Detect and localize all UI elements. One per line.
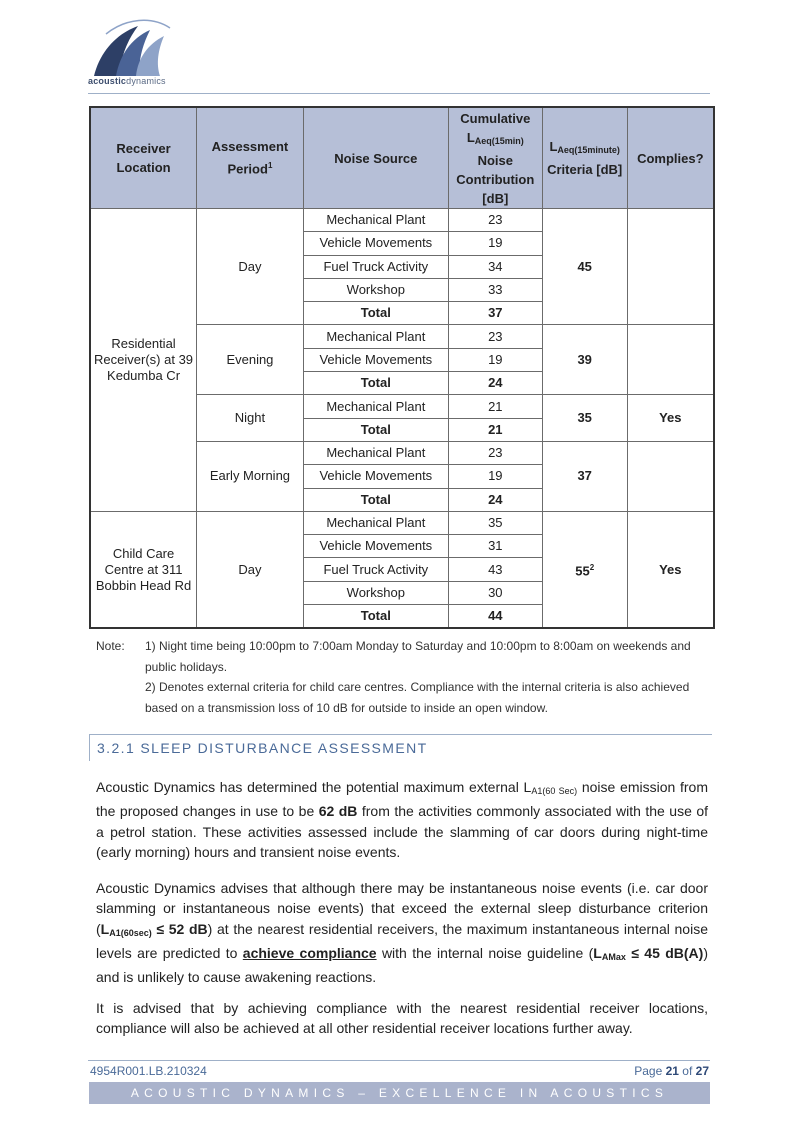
header-rule <box>88 93 710 94</box>
header-complies: Complies? <box>627 107 714 209</box>
criteria-early-morning: 37 <box>542 441 627 511</box>
criteria-evening: 39 <box>542 325 627 395</box>
total-value-cell: 44 <box>448 605 542 629</box>
noise-source-cell: Vehicle Movements <box>303 465 448 488</box>
contribution-cell: 23 <box>448 209 542 232</box>
header-assessment-period: Assessment Period$^1$ <box>197 107 304 209</box>
noise-source-cell: Mechanical Plant <box>303 441 448 464</box>
complies-day <box>627 209 714 325</box>
document-reference: 4954R001.LB.210324 <box>90 1064 207 1078</box>
section-heading <box>89 734 712 761</box>
period-day-childcare: Day <box>197 511 304 628</box>
header-noise-source: Noise Source <box>303 107 448 209</box>
total-label-cell: Total <box>303 418 448 441</box>
contribution-cell: 19 <box>448 348 542 371</box>
section-title: 3.2.1 SLEEP DISTURBANCE ASSESSMENT <box>97 740 428 756</box>
note-item-2: 2) Denotes external criteria for child care centres. Compliance with the internal criteria is also achieved based on a transmission loss of 10 dB for outside to inside an open window. <box>145 680 690 715</box>
noise-source-cell: Vehicle Movements <box>303 232 448 255</box>
contribution-cell: 30 <box>448 581 542 604</box>
criteria-day: 45 <box>542 209 627 325</box>
table-row <box>90 209 714 232</box>
criteria-night: 35 <box>542 395 627 442</box>
noise-results-table <box>89 106 715 629</box>
noise-source-cell: Mechanical Plant <box>303 511 448 534</box>
receiver-child-care: Child Care Centre at 311 Bobbin Head Rd <box>90 511 197 628</box>
total-label-cell: Total <box>303 302 448 325</box>
total-value-cell: 24 <box>448 372 542 395</box>
header-receiver-location: Receiver Location <box>90 107 197 209</box>
total-value-cell: 21 <box>448 418 542 441</box>
noise-source-cell: Mechanical Plant <box>303 325 448 348</box>
total-label-cell: Total <box>303 488 448 511</box>
noise-source-cell: Mechanical Plant <box>303 395 448 418</box>
noise-source-cell: Mechanical Plant <box>303 209 448 232</box>
contribution-cell: 33 <box>448 278 542 301</box>
header-criteria: $L_{Aeq(15minute)}$ Criteria [dB] <box>542 107 627 209</box>
logo-wordmark: acousticdynamics <box>88 76 166 86</box>
contribution-cell: 34 <box>448 255 542 278</box>
complies-early-morning <box>627 441 714 511</box>
period-night: Night <box>197 395 304 442</box>
total-label-cell: Total <box>303 372 448 395</box>
criteria-childcare: $55^2$ <box>542 511 627 628</box>
period-day: Day <box>197 209 304 325</box>
noise-source-cell: Workshop <box>303 581 448 604</box>
noise-source-cell: Fuel Truck Activity <box>303 255 448 278</box>
period-evening: Evening <box>197 325 304 395</box>
footer-rule <box>88 1060 710 1061</box>
table-row <box>90 511 714 534</box>
noise-source-cell: Fuel Truck Activity <box>303 558 448 581</box>
contribution-cell: 35 <box>448 511 542 534</box>
contribution-cell: 19 <box>448 232 542 255</box>
contribution-cell: 21 <box>448 395 542 418</box>
header-cumulative-contribution: Cumulative $L_{Aeq(15min)}$ Noise Contribution [dB] <box>448 107 542 209</box>
note-label: Note: <box>96 639 125 653</box>
total-label-cell: Total <box>303 605 448 629</box>
contribution-cell: 23 <box>448 441 542 464</box>
note-item-1: 1) Night time being 10:00pm to 7:00am Monday to Saturday and 10:00pm to 8:00am on weekends and public holidays. <box>145 639 691 674</box>
noise-source-cell: Vehicle Movements <box>303 348 448 371</box>
paragraph-2: Acoustic Dynamics advises that although there may be instantaneous noise events (i.e. car door slamming or instantaneous noise events) that exceed the external sleep disturbance criterion (LA1(60sec) ≤ 52 dB) at the nearest residential receivers, the maximum instantaneous internal noise levels are predicted to achieve compliance with the internal noise guideline (LAMax ≤ 45 dB(A)) and is unlikely to cause awakening reactions. <box>96 880 709 986</box>
contribution-cell: 31 <box>448 535 542 558</box>
complies-residential: Yes <box>627 395 714 442</box>
contribution-cell: 23 <box>448 325 542 348</box>
noise-source-cell: Workshop <box>303 278 448 301</box>
receiver-residential: Residential Receiver(s) at 39 Kedumba Cr <box>90 209 197 512</box>
complies-evening <box>627 325 714 395</box>
contribution-cell: 19 <box>448 465 542 488</box>
table-notes <box>96 636 710 718</box>
paragraph-1: Acoustic Dynamics has determined the potential maximum external LA1(60 Sec) noise emission from the proposed changes in use to be 62 dB from the activities commonly associated with the use of a petrol station. These activities assessed include the slamming of car doors during night-time (early morning) hours and transient noise events. <box>96 779 709 860</box>
period-early-morning: Early Morning <box>197 441 304 511</box>
complies-childcare: Yes <box>627 511 714 628</box>
paragraph-3: It is advised that by achieving compliance with the nearest residential receiver locations, compliance will also be achieved at all other residential receiver locations further away. <box>96 1000 708 1037</box>
page-number: Page 21 of 27 <box>634 1064 709 1078</box>
total-value-cell: 24 <box>448 488 542 511</box>
table-header-row <box>90 107 714 209</box>
footer-banner: ACOUSTIC DYNAMICS – EXCELLENCE IN ACOUSTICS <box>89 1082 710 1104</box>
noise-source-cell: Vehicle Movements <box>303 535 448 558</box>
contribution-cell: 43 <box>448 558 542 581</box>
total-value-cell: 37 <box>448 302 542 325</box>
